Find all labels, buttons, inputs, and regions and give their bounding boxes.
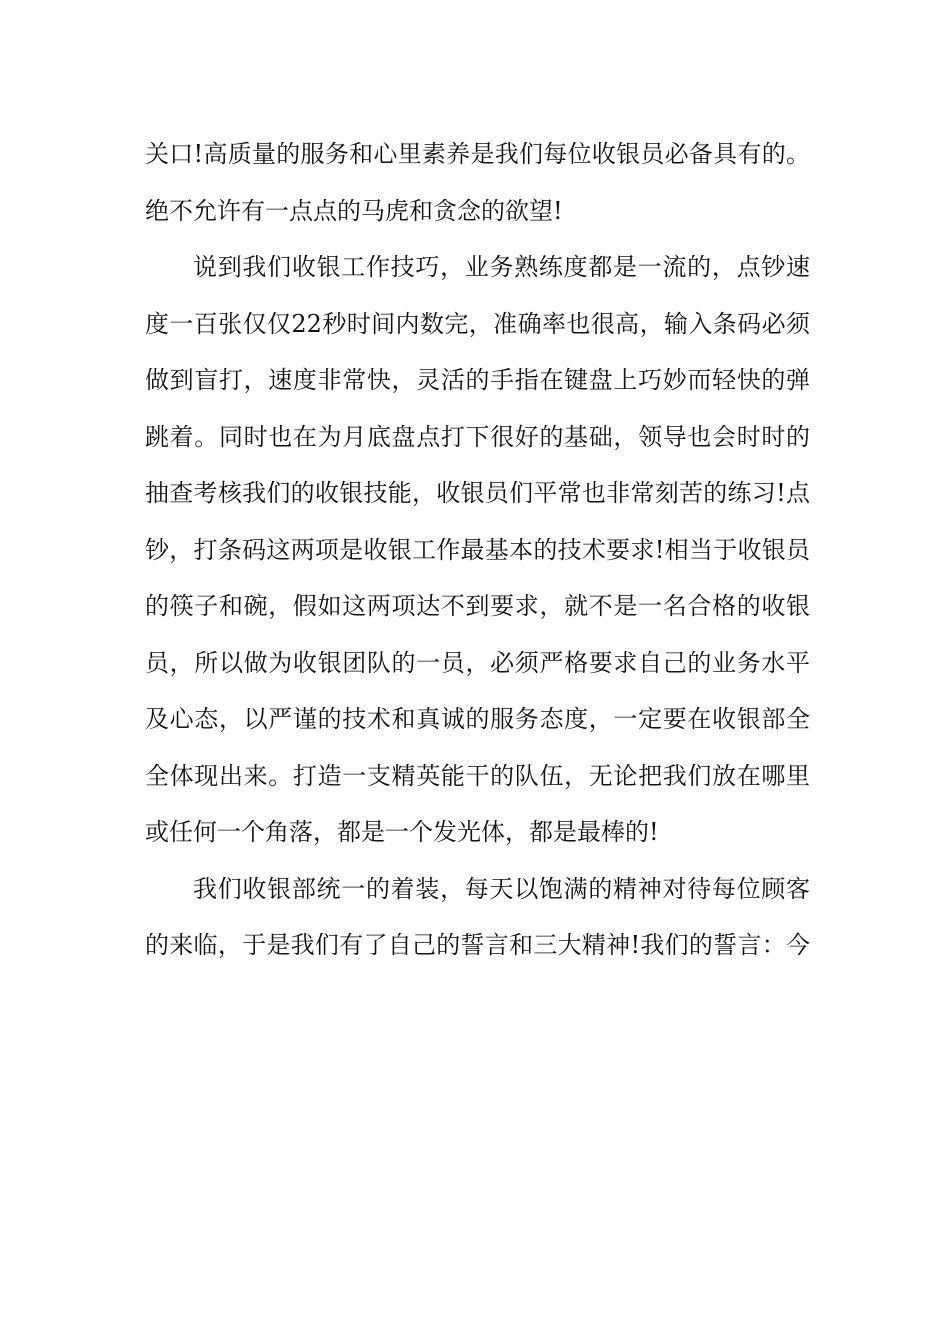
text-line: 钞，打条码这两项是收银工作最基本的技术要求!相当于收银员 xyxy=(145,535,810,564)
text-line: 的筷子和碗，假如这两项达不到要求，就不是一名合格的收银 xyxy=(145,592,810,620)
text-line: 抽查考核我们的收银技能，收银员们平常也非常刻苦的练习!点 xyxy=(145,479,810,507)
document-body xyxy=(145,126,810,974)
text-line: 的来临，于是我们有了自己的誓言和三大精神!我们的誓言：今 xyxy=(145,931,810,959)
paragraph-first-line: 我们收银部统一的着装，每天以饱满的精神对待每位顾客 xyxy=(193,874,810,903)
text-line: 度一百张仅仅22秒时间内数完，准确率也很高，输入条码必须 xyxy=(145,309,810,338)
text-line: 做到盲打，速度非常快，灵活的手指在键盘上巧妙而轻快的弹 xyxy=(145,366,810,394)
text-line: 跳着。同时也在为月底盘点打下很好的基础，领导也会时时的 xyxy=(145,422,810,451)
text-line: 绝不允许有一点点的马虎和贪念的欲望! xyxy=(145,196,563,225)
text-line: 员，所以做为收银团队的一员，必须严格要求自己的业务水平 xyxy=(145,648,810,677)
paragraph-first-line: 说到我们收银工作技巧，业务熟练度都是一流的，点钞速 xyxy=(193,253,810,281)
text-line: 全体现出来。打造一支精英能干的队伍，无论把我们放在哪里 xyxy=(145,761,810,790)
text-line: 及心态，以严谨的技术和真诚的服务态度，一定要在收银部全 xyxy=(145,705,810,733)
text-line: 关口!高质量的服务和心里素养是我们每位收银员必备具有的。 xyxy=(145,140,810,168)
text-line: 或任何一个角落，都是一个发光体，都是最棒的! xyxy=(145,818,659,846)
